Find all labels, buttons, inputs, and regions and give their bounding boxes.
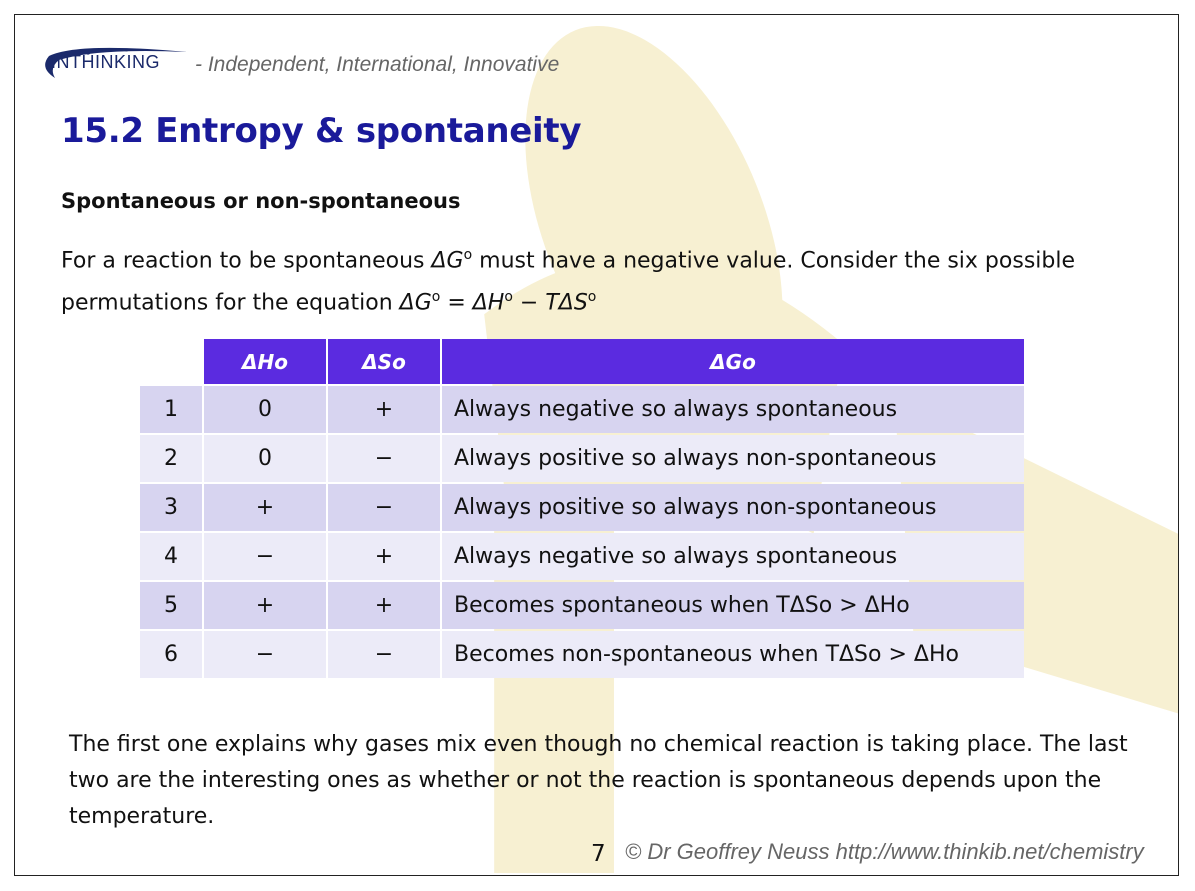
table-row bbox=[140, 484, 1024, 531]
degree-mark: o bbox=[587, 289, 597, 306]
equation-equals: = bbox=[440, 290, 473, 316]
delta-g-cell: Always negative so always spontaneous bbox=[442, 533, 1024, 580]
table-header-row bbox=[140, 339, 1024, 384]
intro-text-2: must have a negative value. Consider the six possible permutations for the equation bbox=[61, 248, 1076, 316]
delta-h-cell: + bbox=[204, 582, 326, 629]
table-corner bbox=[140, 339, 202, 384]
header-delta-s: ΔSo bbox=[328, 339, 440, 384]
intro-text-1: For a reaction to be spontaneous bbox=[61, 248, 432, 274]
delta-h-cell: − bbox=[204, 631, 326, 678]
delta-s-cell: + bbox=[328, 386, 440, 433]
header bbox=[37, 43, 559, 83]
equation-tds: TΔS bbox=[545, 290, 588, 316]
header-delta-g: ΔGo bbox=[442, 339, 1024, 384]
delta-h-cell: 0 bbox=[204, 386, 326, 433]
delta-s-cell: − bbox=[328, 435, 440, 482]
row-number: 5 bbox=[140, 582, 202, 629]
delta-s-cell: − bbox=[328, 484, 440, 531]
delta-h-cell: − bbox=[204, 533, 326, 580]
delta-s-cell: + bbox=[328, 533, 440, 580]
permutations-table bbox=[138, 337, 1026, 680]
slide bbox=[14, 14, 1179, 876]
delta-h-cell: + bbox=[204, 484, 326, 531]
page-number: 7 bbox=[591, 841, 606, 867]
equation-minus: − bbox=[512, 290, 546, 316]
row-number: 2 bbox=[140, 435, 202, 482]
table-row bbox=[140, 533, 1024, 580]
logo-text: INTHINKING bbox=[51, 52, 161, 72]
delta-s-cell: − bbox=[328, 631, 440, 678]
section-subheading: Spontaneous or non-spontaneous bbox=[61, 189, 461, 213]
row-number: 4 bbox=[140, 533, 202, 580]
dg-symbol: ΔG bbox=[431, 248, 464, 274]
degree-mark: o bbox=[463, 247, 473, 263]
table-row bbox=[140, 631, 1024, 678]
intro-paragraph bbox=[61, 237, 1121, 322]
conclusion-paragraph: The first one explains why gases mix even though no chemical reaction is taking place. The last two are the interesting ones as whether or not the reaction is spontaneous depends upon the temperature. bbox=[69, 732, 1128, 829]
row-number: 6 bbox=[140, 631, 202, 678]
row-number: 3 bbox=[140, 484, 202, 531]
row-number: 1 bbox=[140, 386, 202, 433]
delta-g-cell: Becomes non-spontaneous when TΔSo > ΔHo bbox=[442, 631, 1024, 678]
delta-s-cell: + bbox=[328, 582, 440, 629]
equation-dh: ΔH bbox=[472, 290, 505, 316]
page-title: 15.2 Entropy & spontaneity bbox=[61, 111, 582, 151]
equation-lhs: ΔG bbox=[399, 290, 432, 316]
header-delta-h: ΔHo bbox=[204, 339, 326, 384]
delta-g-cell: Always positive so always non-spontaneous bbox=[442, 435, 1024, 482]
table-row bbox=[140, 386, 1024, 433]
delta-g-cell: Always negative so always spontaneous bbox=[442, 386, 1024, 433]
degree-mark: o bbox=[431, 289, 441, 306]
inthinking-logo bbox=[37, 46, 187, 80]
delta-g-cell: Becomes spontaneous when TΔSo > ΔHo bbox=[442, 582, 1024, 629]
delta-g-cell: Always positive so always non-spontaneous bbox=[442, 484, 1024, 531]
table-row bbox=[140, 435, 1024, 482]
degree-mark: o bbox=[504, 289, 513, 306]
copyright-notice: © Dr Geoffrey Neuss http://www.thinkib.net/chemistry bbox=[625, 839, 1144, 864]
tagline: - Independent, International, Innovative bbox=[195, 53, 560, 76]
table-row bbox=[140, 582, 1024, 629]
delta-h-cell: 0 bbox=[204, 435, 326, 482]
